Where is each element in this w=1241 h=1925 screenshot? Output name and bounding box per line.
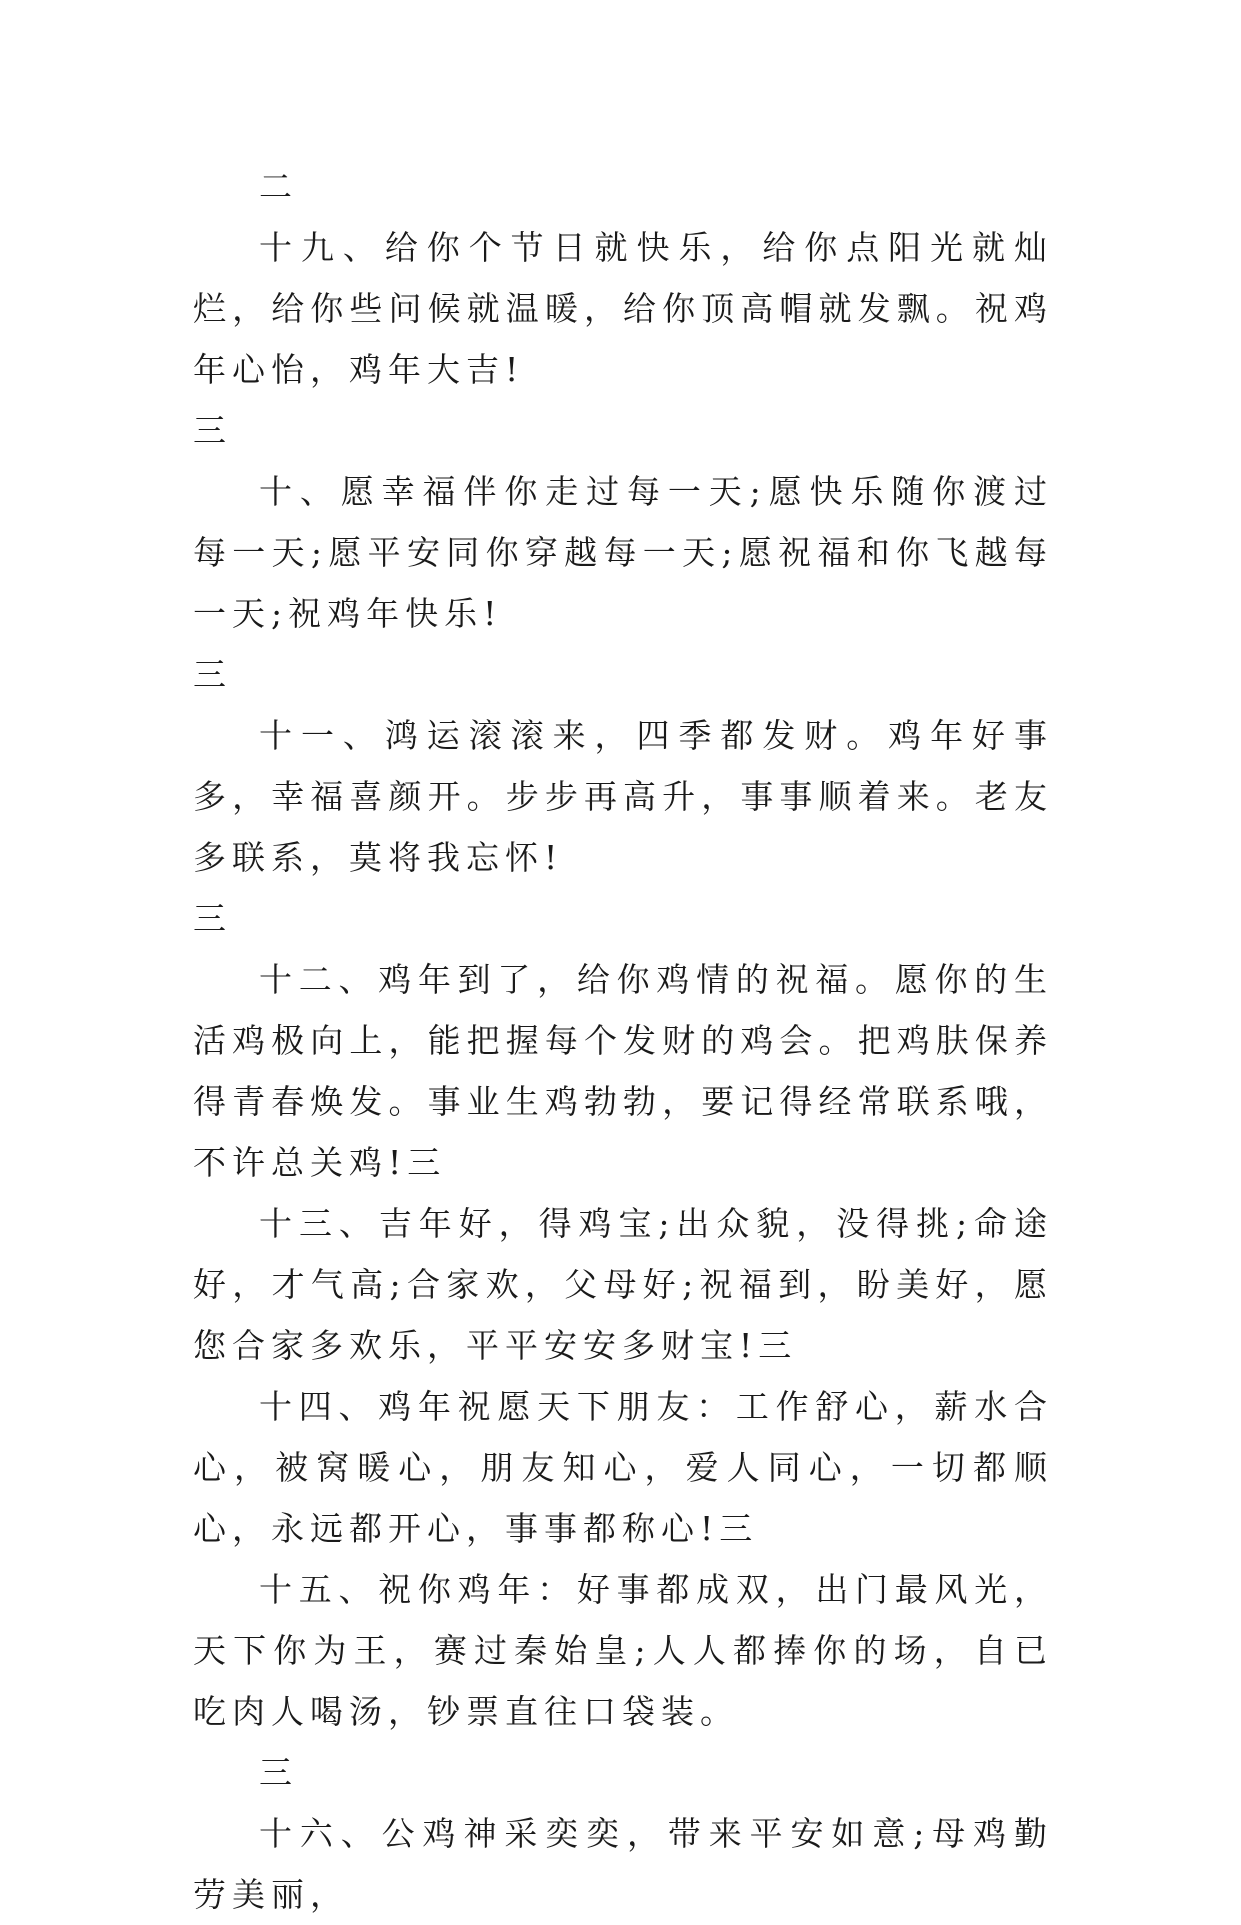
paragraph: 三 <box>193 899 232 938</box>
paragraph: 十、愿幸福伴你走过每一天;愿快乐随你渡过每一天;愿平安同你穿越每一天;愿祝福和你飞越每一天;祝鸡年快乐! <box>193 472 1053 633</box>
paragraph: 十三、吉年好，得鸡宝;出众貌，没得挑;命途好，才气高;合家欢，父母好;祝福到，盼美好，愿您合家多欢乐，平平安安多财宝!三 <box>193 1204 1053 1365</box>
document-body <box>193 156 1053 1925</box>
paragraph: 十二、鸡年到了，给你鸡情的祝福。愿你的生活鸡极向上，能把握每个发财的鸡会。把鸡肤保养得青春焕发。事业生鸡勃勃，要记得经常联系哦，不许总关鸡!三 <box>193 960 1053 1182</box>
paragraph: 十一、鸿运滚滚来，四季都发财。鸡年好事多，幸福喜颜开。步步再高升，事事顺着来。老友多联系，莫将我忘怀! <box>193 716 1053 877</box>
paragraph: 三 <box>193 411 232 450</box>
paragraph: 三 <box>193 655 232 694</box>
paragraph: 二 <box>259 167 298 206</box>
paragraph: 十四、鸡年祝愿天下朋友：工作舒心，薪水合心，被窝暖心，朋友知心，爱人同心，一切都顺心，永远都开心，事事都称心!三 <box>193 1387 1053 1548</box>
paragraph: 三 <box>259 1753 298 1792</box>
paragraph: 十九、给你个节日就快乐，给你点阳光就灿烂，给你些问候就温暖，给你顶高帽就发飘。祝鸡年心怡，鸡年大吉! <box>193 228 1053 389</box>
paragraph: 十六、公鸡神采奕奕，带来平安如意;母鸡勤劳美丽， <box>193 1814 1053 1914</box>
paragraph: 十五、祝你鸡年：好事都成双，出门最风光，天下你为王，赛过秦始皇;人人都捧你的场，自已吃肉人喝汤，钞票直往口袋装。 <box>193 1570 1053 1731</box>
